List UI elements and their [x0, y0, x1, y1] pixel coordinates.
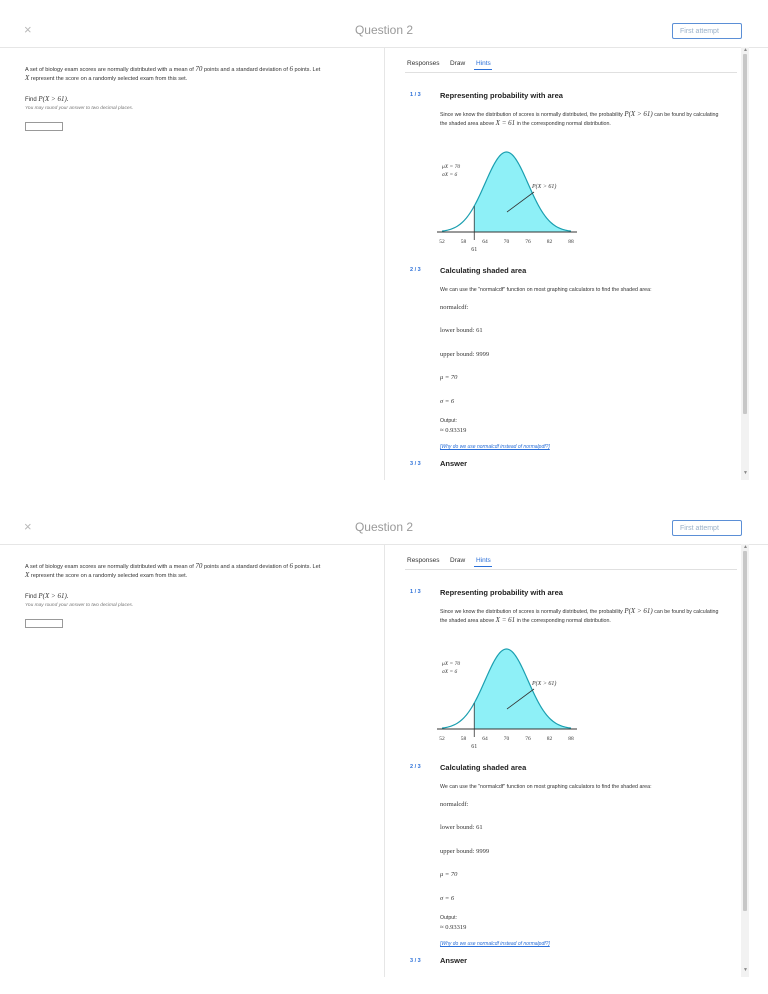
hint-title: Representing probability with area — [440, 588, 563, 597]
find-label: Find — [25, 97, 39, 103]
calc-upper-bound: upper bound: 9999 — [440, 848, 490, 855]
question-panel — [0, 0, 768, 480]
hint-number: 3 / 3 — [410, 461, 421, 467]
problem-pane — [0, 545, 385, 977]
hint-title: Calculating shaded area — [440, 266, 527, 275]
hint-body-part: can be found by calculating the shaded area above — [440, 609, 719, 624]
scroll-down-icon[interactable]: ▼ — [743, 967, 748, 973]
calc-mu: μ = 70 — [440, 374, 458, 381]
hint-number: 2 / 3 — [410, 764, 421, 770]
find-expression: P(X > 61). — [38, 95, 69, 103]
panel-gap — [0, 480, 768, 497]
tab-responses[interactable]: Responses — [407, 60, 440, 67]
hint-body-part: in the corresponding normal distribution. — [515, 121, 611, 127]
problem-text-part: represent the score on a randomly selected exam from this set. — [29, 573, 188, 579]
hint-expression: P(X > 61) — [624, 110, 653, 118]
round-note: You may round your answer to two decimal places. — [25, 106, 134, 111]
scrollbar-thumb[interactable] — [743, 551, 747, 911]
problem-text-part: points and a standard deviation of — [202, 67, 290, 73]
problem-sd: 6 — [289, 562, 293, 570]
hint-expression: X = 61 — [495, 119, 516, 127]
cutoff-label: 61 — [471, 744, 478, 750]
x-tick-label: 88 — [568, 239, 574, 245]
problem-text-part: A set of biology exam scores are normally distributed with a mean of — [25, 67, 196, 73]
probability-annotation: P(X > 61) — [532, 184, 557, 190]
x-tick-label: 76 — [525, 736, 531, 742]
close-icon[interactable]: × — [24, 519, 32, 534]
sd-annotation: σX = 6 — [442, 669, 458, 675]
attempt-badge[interactable]: First attempt — [672, 520, 742, 536]
problem-mean: 70 — [195, 562, 203, 570]
x-tick-label: 76 — [525, 239, 531, 245]
hint-expression: X = 61 — [495, 616, 516, 624]
answer-input[interactable] — [25, 619, 63, 628]
scroll-up-icon[interactable]: ▲ — [743, 544, 748, 550]
hint-body-part: in the corresponding normal distribution. — [515, 618, 611, 624]
x-tick-label: 64 — [482, 239, 488, 245]
x-tick-label: 82 — [546, 736, 553, 742]
find-prompt — [25, 95, 69, 103]
problem-text — [25, 65, 375, 83]
problem-pane — [0, 48, 385, 480]
calc-function: normalcdf: — [440, 304, 469, 311]
x-tick-label: 70 — [503, 736, 510, 742]
calc-sigma: σ = 6 — [440, 895, 455, 902]
calc-lower-bound: lower bound: 61 — [440, 824, 483, 831]
calc-lower-bound: lower bound: 61 — [440, 327, 483, 334]
hint-body-part: Since we know the distribution of scores is normally distributed, the probability — [440, 112, 625, 118]
output-value: ≈ 0.93319 — [440, 427, 467, 434]
problem-text-part: points and a standard deviation of — [202, 564, 290, 570]
question-title: Question 2 — [354, 23, 414, 37]
problem-text-part: points. Let — [292, 564, 321, 570]
tab-hints[interactable]: Hints — [476, 60, 491, 67]
hint-number: 2 / 3 — [410, 267, 421, 273]
hint-body-part: can be found by calculating the shaded area above — [440, 112, 719, 127]
find-expression: P(X > 61). — [38, 592, 69, 600]
x-tick-label: 52 — [439, 736, 445, 742]
hint-number: 3 / 3 — [410, 958, 421, 964]
normal-distribution-chart — [385, 545, 745, 765]
shaded-area — [474, 649, 571, 729]
scrollbar-thumb[interactable] — [743, 54, 747, 414]
x-tick-label: 82 — [546, 239, 553, 245]
hints-pane — [385, 48, 745, 480]
attempt-badge[interactable]: First attempt — [672, 23, 742, 39]
sd-annotation: σX = 6 — [442, 172, 458, 178]
calc-function: normalcdf: — [440, 801, 469, 808]
question-header — [0, 497, 768, 545]
problem-text-part: points. Let — [292, 67, 321, 73]
problem-text-part: represent the score on a randomly selected exam from this set. — [29, 76, 188, 82]
normal-distribution-chart — [385, 48, 745, 268]
scroll-down-icon[interactable]: ▼ — [743, 470, 748, 476]
problem-text — [25, 562, 375, 580]
problem-text-part: A set of biology exam scores are normally distributed with a mean of — [25, 564, 196, 570]
hint-body-part: Since we know the distribution of scores is normally distributed, the probability — [440, 609, 625, 615]
x-tick-label: 58 — [460, 239, 467, 245]
hint-title: Representing probability with area — [440, 91, 563, 100]
x-tick-label: 70 — [503, 239, 510, 245]
hint-body: We can use the "normalcdf" function on most graphing calculators to find the shaded area: — [440, 287, 652, 293]
mean-annotation: μX = 70 — [442, 164, 461, 170]
tab-draw[interactable]: Draw — [450, 60, 466, 67]
probability-annotation: P(X > 61) — [532, 681, 557, 687]
problem-variable: X — [25, 571, 30, 579]
calc-upper-bound: upper bound: 9999 — [440, 351, 490, 358]
problem-mean: 70 — [195, 65, 203, 73]
question-header — [0, 0, 768, 48]
question-title: Question 2 — [354, 520, 414, 534]
hints-pane — [385, 545, 745, 977]
hint-title: Calculating shaded area — [440, 763, 527, 772]
tab-draw[interactable]: Draw — [450, 557, 466, 564]
hint-body: We can use the "normalcdf" function on most graphing calculators to find the shaded area: — [440, 784, 652, 790]
calc-mu: μ = 70 — [440, 871, 458, 878]
normalcdf-explanation-link[interactable]: [Why do we use normalcdf instead of normalpdf?] — [440, 941, 550, 947]
x-tick-label: 52 — [439, 239, 445, 245]
normalcdf-explanation-link[interactable]: [Why do we use normalcdf instead of normalpdf?] — [440, 444, 550, 450]
close-icon[interactable]: × — [24, 22, 32, 37]
find-prompt — [25, 592, 69, 600]
calc-sigma: σ = 6 — [440, 398, 455, 405]
output-label: Output: — [440, 418, 458, 424]
problem-variable: X — [25, 74, 30, 82]
x-tick-label: 64 — [482, 736, 488, 742]
x-tick-label: 58 — [460, 736, 467, 742]
scroll-up-icon[interactable]: ▲ — [743, 47, 748, 53]
output-label: Output: — [440, 915, 458, 921]
hint-title[interactable]: Answer — [440, 956, 468, 965]
hint-title[interactable]: Answer — [440, 459, 468, 468]
answer-input[interactable] — [25, 122, 63, 131]
question-panel-duplicate — [0, 497, 768, 977]
cutoff-label: 61 — [471, 247, 478, 253]
problem-sd: 6 — [289, 65, 293, 73]
mean-annotation: μX = 70 — [442, 661, 461, 667]
round-note: You may round your answer to two decimal places. — [25, 603, 134, 608]
output-value: ≈ 0.93319 — [440, 924, 467, 931]
tab-hints[interactable]: Hints — [476, 557, 491, 564]
hint-expression: P(X > 61) — [624, 607, 653, 615]
shaded-area — [474, 152, 571, 232]
hint-number: 1 / 3 — [410, 589, 421, 595]
x-tick-label: 88 — [568, 736, 574, 742]
find-label: Find — [25, 594, 39, 600]
hint-number: 1 / 3 — [410, 92, 421, 98]
tab-responses[interactable]: Responses — [407, 557, 440, 564]
